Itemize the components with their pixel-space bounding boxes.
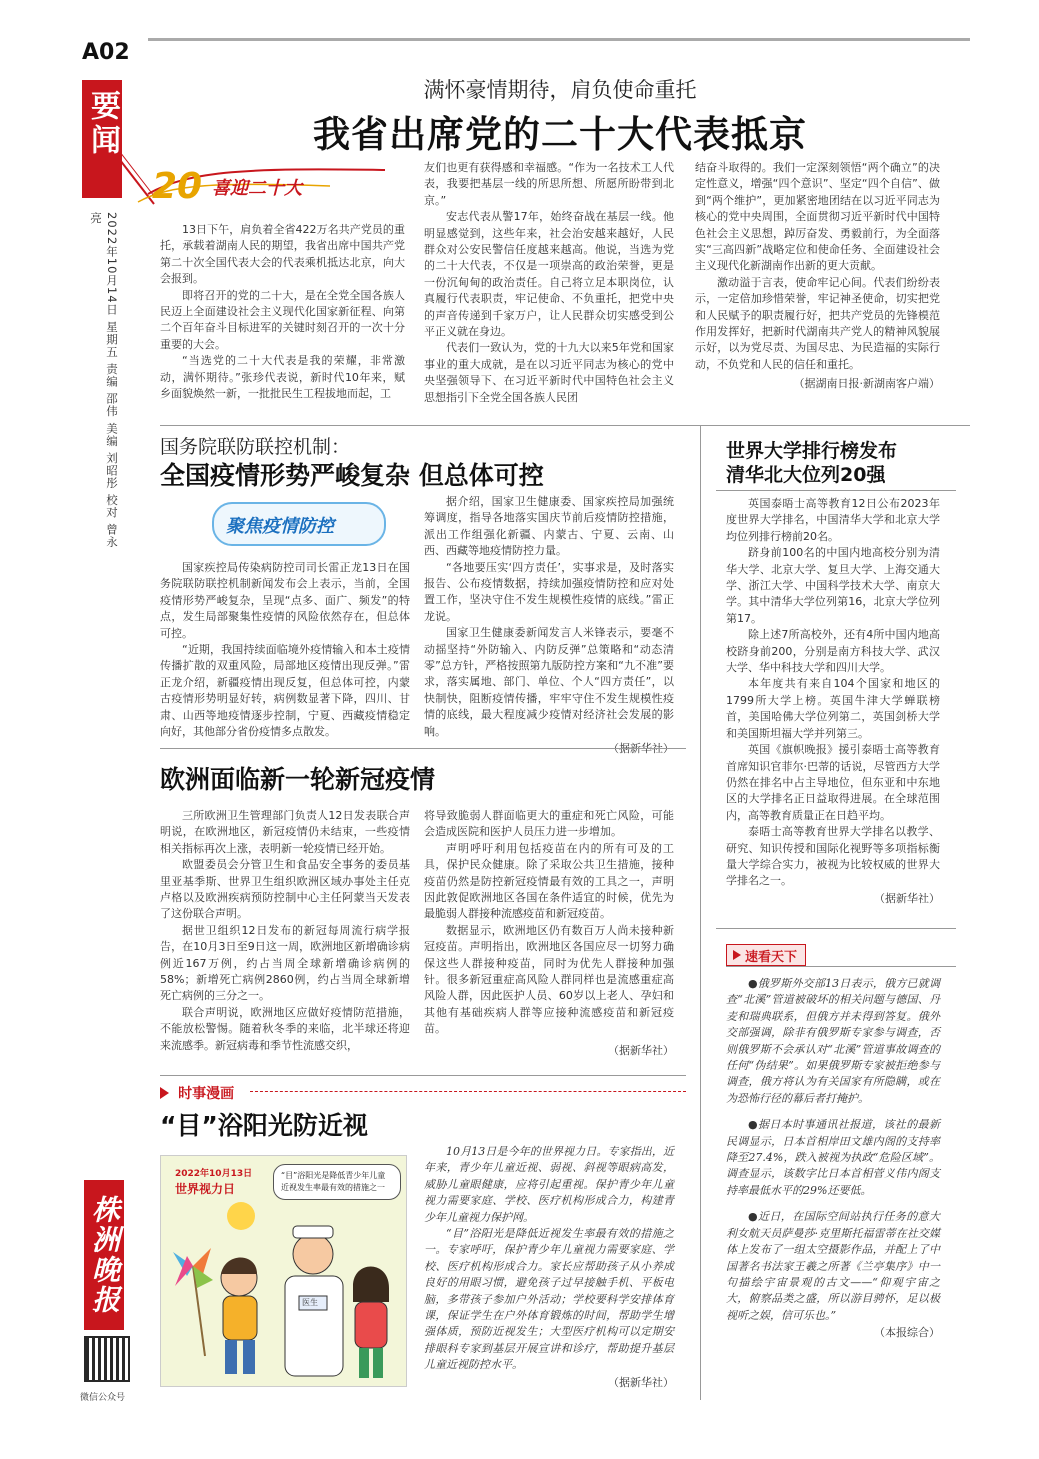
world-item-3: ●近日，在国际空间站执行任务的意大利女航天员萨曼莎·克里斯托福雷蒂在社交媒体上发布了一组太空摄影作品，并配上了中国著名书法家王羲之所著《兰亭集序》中一句描绘宇宙景观的古文——“仰观宇宙之大，俯察品类之盛，所以游目骋怀，足以极视听之娱，信可乐也。” — [726, 1210, 940, 1322]
doctor-badge: 医生 — [302, 1298, 318, 1307]
ranking-p4: 本年度共有来自104个国家和地区的1799所大学上榜。英国牛津大学蝉联榜首，美国哈佛大学位列第二，英国剑桥大学和美国斯坦福大学并列第三。 — [726, 677, 940, 740]
cartoon-source: （据新华社） — [608, 1375, 674, 1389]
lead-c1-p3: “当选党的二十大代表是我的荣耀，非常激动，满怀期待。”张珍代表说，新时代10年来，赋乡面貌焕然一新，一批批民生工程拔地而起，工 — [160, 354, 405, 401]
eu-c1-p1: 三所欧洲卫生管理部门负责人12日发表联合声明说，在欧洲地区，新冠疫情仍未结束，一些疫情相关指标再次上涨，表明新一轮疫情已经开始。 — [160, 809, 410, 855]
ranking-p5: 英国《旗帜晚报》援引泰晤士高等教育首席知识官菲尔·巴蒂的话说，尽管西方大学仍然在排名中占主导地位，但东亚和中东地区的大学排名正日益取得进展。在全球范围内，高等教育质量正在日趋平均。 — [726, 743, 940, 822]
cartoon-title: “目”浴阳光防近视 — [160, 1111, 368, 1140]
cartoon-tag — [160, 1082, 234, 1103]
date-line: 2022年10月14日 星期五 责编 邵伟 美编 刘昭彤 校对 曾永亮 — [89, 212, 119, 549]
ranking-body — [726, 496, 940, 906]
world-item-1: ●俄罗斯外交部13日表示，俄方已就调查“北溪”管道被破坏的相关问题与德国、丹麦和瑞典联系，但俄方并未得到答复。俄外交部强调，除非有俄罗斯专家参与调查，否则俄罗斯不会承认对“北溪”管道事故调查的任何“伪结果”。如果俄罗斯专家被拒绝参与调查，俄方将认为有关国家有所隐瞒，或在为恐怖行径的幕后者打掩护。 — [726, 977, 940, 1105]
rule-ranking-bottom — [716, 928, 956, 929]
world-body — [726, 976, 940, 1340]
qr-caption: 微信公众号 — [80, 1393, 126, 1403]
lead-c2-p1: 友们也更有获得感和幸福感。“作为一名技术工人代表，我要把基层一线的所思所想、所愿所盼带到北京。” — [424, 161, 674, 207]
cartoon-image — [160, 1155, 407, 1387]
lead-kicker: 满怀豪情期待，肩负使命重托 — [423, 78, 697, 102]
lead-title: 我省出席党的二十大代表抵京 — [313, 113, 807, 156]
epi-c1-p1: 国家疾控局传染病防控司司长雷正龙13日在国务院联防联控机制新闻发布会上表示，当前，全国疫情形势严峻复杂，呈现“点多、面广、频发”的特点，发生局部聚集性疫情的风险依然存在，但总体可控。 — [160, 561, 410, 640]
cartoon-p1: 10月13日是今年的世界视力日。专家指出，近年来，青少年儿童近视、弱视、斜视等眼病高发，威胁儿童眼健康，应将引起重视。保护青少年儿童视力需要家庭、学校、医疗机构形成合力，构建青少年儿童视力保护网。 — [424, 1145, 674, 1224]
ranking-p6: 泰晤士高等教育世界大学排名以教学、研究、知识传授和国际化视野等多项指标衡量大学综合实力，被视为比较权威的世界大学排名之一。 — [726, 825, 940, 888]
cartoon-tag-text: 时事漫画 — [178, 1085, 235, 1102]
epi-kicker: 国务院联防联控机制： — [160, 436, 351, 458]
epi-col-1 — [160, 560, 410, 740]
eu-c1-p2: 欧盟委员会分管卫生和食品安全事务的委员基里亚基季斯、世界卫生组织欧洲区域办事处主任克卢格以及欧洲疾病预防控制中心主任阿蒙当天发表了这份联合声明。 — [160, 858, 410, 921]
epi-c2-p1: 据介绍，国家卫生健康委、国家疾控局加强统筹调度，指导各地落实国庆节前后疫情防控措施，派出工作组强化新疆、内蒙古、宁夏、云南、山西、西藏等地疫情防控力量。 — [424, 495, 674, 558]
sun-icon — [227, 1202, 255, 1230]
speech-bubble: “目”浴阳光是降低青少年儿童近视发生率最有效的措施之一 — [273, 1164, 401, 1200]
poster-date: 2022年10月13日 — [175, 1169, 253, 1179]
europe-col-1 — [160, 808, 410, 1054]
ranking-p3: 除上述7所高校外，还有4所中国内地高校跻身前200，分别是南方科技大学、武汉大学、华中科技大学和四川大学。 — [726, 628, 940, 675]
world-tag-box — [726, 944, 806, 966]
poster-name: 世界视力日 — [175, 1182, 236, 1196]
section-title: 要闻 — [85, 90, 120, 158]
world-source: （本报综合） — [874, 1326, 940, 1340]
lead-c2-p3: 代表们一致认为，党的十九大以来5年党和国家事业的重大成就，是在以习近平同志为核心的党中央坚强领导下、在习近平新时代中国特色社会主义思想指引下全党全国各族人民团 — [424, 341, 674, 404]
lead-badge-text: 喜迎二十大 — [212, 178, 302, 199]
cartoon-tag-icon — [160, 1087, 169, 1099]
epi-source: （据新华社） — [608, 742, 674, 756]
ranking-source: （据新华社） — [874, 891, 940, 905]
child-figure — [221, 1258, 257, 1375]
europe-title: 欧洲面临新一轮新冠疫情 — [160, 765, 436, 794]
world-tag — [726, 944, 956, 967]
lead-c3-p2: 激动溢于言表，使命牢记心间。代表们纷纷表示，一定倍加珍惜荣誉，牢记神圣使命，切实把党和人民赋予的职责履行好，把共产党员的先锋模范作用发挥好，把新时代湖南共产党人的精神风貌展示好，以为党尽责、为国尽忠、为民造福的实际行动，不负党和人民的信任和重托。 — [695, 275, 940, 371]
ranking-title-2: 清华北大位列20强 — [726, 464, 886, 486]
ranking-p2: 跻身前100名的中国内地高校分别为清华大学、北京大学、复旦大学、上海交通大学、浙江大学、中国科学技术大学、南京大学。其中清华大学位列第16，北京大学位列第17。 — [726, 546, 940, 625]
qr-code[interactable] — [84, 1336, 130, 1382]
lead-c2-p2: 安志代表从警17年，始终奋战在基层一线。他明显感觉到，这些年来，社会治安越来越好，人民群众对公安民警信任度越来越高。他说，当选为党的二十大代表，不仅是一项崇高的政治荣誉，更是一份沉甸甸的政治责任。自己将立足本职岗位，认真履行代表职责，牢记使命、不负重托，把党中央的声音传递到千家万户，让人民群众切实感受到公平正义就在身边。 — [424, 210, 674, 339]
rule-europe-bottom — [160, 1075, 686, 1076]
rule-epi-bottom — [160, 748, 686, 749]
ranking-title-rule — [716, 490, 956, 491]
lead-col-3 — [695, 160, 940, 391]
lead-col-1 — [160, 222, 405, 402]
rule-lead-bottom — [160, 425, 970, 426]
cartoon-tag-rule — [250, 1091, 686, 1092]
girl-figure — [353, 1266, 389, 1378]
pinwheel-icon — [173, 1248, 213, 1356]
eu-c2-p1: 将导致脆弱人群面临更大的重症和死亡风险，可能会造成医院和医护人员压力进一步增加。 — [424, 809, 674, 839]
brand-text: 株洲晚报 — [88, 1195, 121, 1315]
europe-col-2 — [424, 808, 674, 1058]
lead-col-2 — [424, 160, 674, 406]
brand-logo — [84, 1180, 124, 1330]
epi-title: 全国疫情形势严峻复杂 但总体可控 — [160, 461, 544, 490]
section-banner — [82, 80, 122, 198]
epi-badge — [212, 502, 386, 546]
world-tag-text: 速看天下 — [745, 949, 798, 965]
epi-c1-p2: “近期，我国持续面临境外疫情输入和本土疫情传播扩散的双重风险，局部地区疫情出现反弹。”雷正龙介绍，新疆疫情出现反复，但总体可控，内蒙古疫情形势明显好转，病例数显著下降，四川、甘肃、山西等地疫情逐步控制，宁夏、西藏疫情稳定向好，其他部分省份疫情多点散发。 — [160, 643, 410, 739]
epi-col-2 — [424, 494, 674, 756]
lead-source: （据湖南日报·新湖南客户端） — [793, 377, 940, 391]
lead-c3-p1: 结奋斗取得的。我们一定深刻领悟“两个确立”的决定性意义，增强“四个意识”、坚定“四个自信”、做到“两个维护”，更加紧密地团结在以习近平同志为核心的党中央周围，全面贯彻习近平新时代中国特色社会主义思想，踔厉奋发、勇毅前行，为全面落实“三高四新”战略定位和使命任务、全面建设社会主义现代化新湖南作出新的更大贡献。 — [695, 161, 940, 273]
lead-c1-p2: 即将召开的党的二十大，是在全党全国各族人民迈上全面建设社会主义现代化国家新征程、向第二个百年奋斗目标进军的关键时刻召开的一次十分重要的大会。 — [160, 288, 405, 351]
ranking-title-1: 世界大学排行榜发布 — [726, 440, 898, 462]
epi-c2-p2: “各地要压实‘四方责任’，实事求是，及时落实报告、公布疫情数据，持续加强疫情防控和应对处置工作，坚决守住不发生规模性疫情的底线。”雷正龙说。 — [424, 560, 674, 623]
lead-c1-p1: 13日下午，肩负着全省422万名共产党员的重托，承载着湖南人民的期望，我省出席中国共产党第二十次全国代表大会的代表乘机抵达北京，向大会报到。 — [160, 223, 405, 286]
europe-source: （据新华社） — [608, 1043, 674, 1057]
page-label: A02 — [82, 40, 130, 65]
cartoon-p2: “目”浴阳光是降低近视发生率最有效的措施之一。专家呼吁，保护青少年儿童视力需要家庭、学校、医疗机构形成合力。家长应帮助孩子从小养成良好的用眼习惯，避免孩子过早接触手机、平板电脑，多带孩子参加户外活动；学校要科学安排体育课，保证学生在户外体育锻炼的时间，帮助学生增强体质，预防近视发生；大型医疗机构可以定期安排眼科专家到基层开展宣讲和诊疗，帮助提升基层儿童近视防控水平。 — [424, 1227, 674, 1372]
ranking-p1: 英国泰晤士高等教育12日公布2023年度世界大学排名，中国清华大学和北京大学均位列排行榜前20名。 — [726, 497, 940, 543]
epi-c2-p3: 国家卫生健康委新闻发言人米锋表示，要毫不动摇坚持“外防输入、内防反弹”总策略和“动态清零”总方针，严格按照第九版防控方案和“九不准”要求，落实属地、部门、单位、个人“四方责任”，以快制快，阻断疫情传播，牢牢守住不发生规模性疫情的底线，最大程度减少疫情对经济社会发展的影响。 — [424, 626, 674, 738]
top-rule — [148, 38, 970, 41]
rule-vertical-right — [700, 425, 701, 1400]
cartoon-drawing — [161, 1156, 406, 1386]
world-item-2: ●据日本时事通讯社报道，该社的最新民调显示，日本首相岸田文雄内阁的支持率降至27.4%，跌入被视为执政“危险区域”。调查显示，该数字比日本首相菅义伟内阁支持率最低水平的29%还要低。 — [726, 1118, 940, 1197]
lead-badge-number: 20 — [152, 166, 203, 207]
epi-badge-text: 聚焦疫情防控 — [226, 516, 334, 537]
lead-badge — [130, 160, 390, 210]
eu-c1-p3: 据世卫组织12日发布的新冠每周流行病学报告，在10月3日至9日这一周，欧洲地区新增确诊病例近167万例，约占当周全球新增确诊病例的58%；新增死亡病例2860例，约占当周全球新增死亡病例的三分之一。 — [160, 923, 410, 1003]
world-tag-icon — [733, 950, 741, 960]
eu-c2-p3: 数据显示，欧洲地区仍有数百万人尚未接种新冠疫苗。声明指出，欧洲地区各国应尽一切努力确保这些人群接种疫苗，同时为优先人群接种加强针。很多新冠重症高风险人群同样也是流感重症高风险人群，因此医护人员、60岁以上老人、孕妇和其他有基础疾病人群等应接种流感疫苗和新冠疫苗。 — [424, 923, 674, 1036]
cartoon-col — [424, 1144, 674, 1390]
eu-c2-p2: 声明呼吁利用包括疫苗在内的所有可及的工具，保护民众健康。除了采取公共卫生措施，接种疫苗仍然是防控新冠疫情最有效的工具之一，声明因此敦促欧洲地区各国在条件适宜的时候，优先为最脆弱人群接种流感疫苗和新冠疫苗。 — [424, 841, 674, 921]
eu-c1-p4: 联合声明说，欧洲地区应做好疫情防范措施，不能放松警惕。随着秋冬季的来临，北半球还将迎来流感季。新冠病毒和季节性流感交织， — [160, 1005, 410, 1052]
